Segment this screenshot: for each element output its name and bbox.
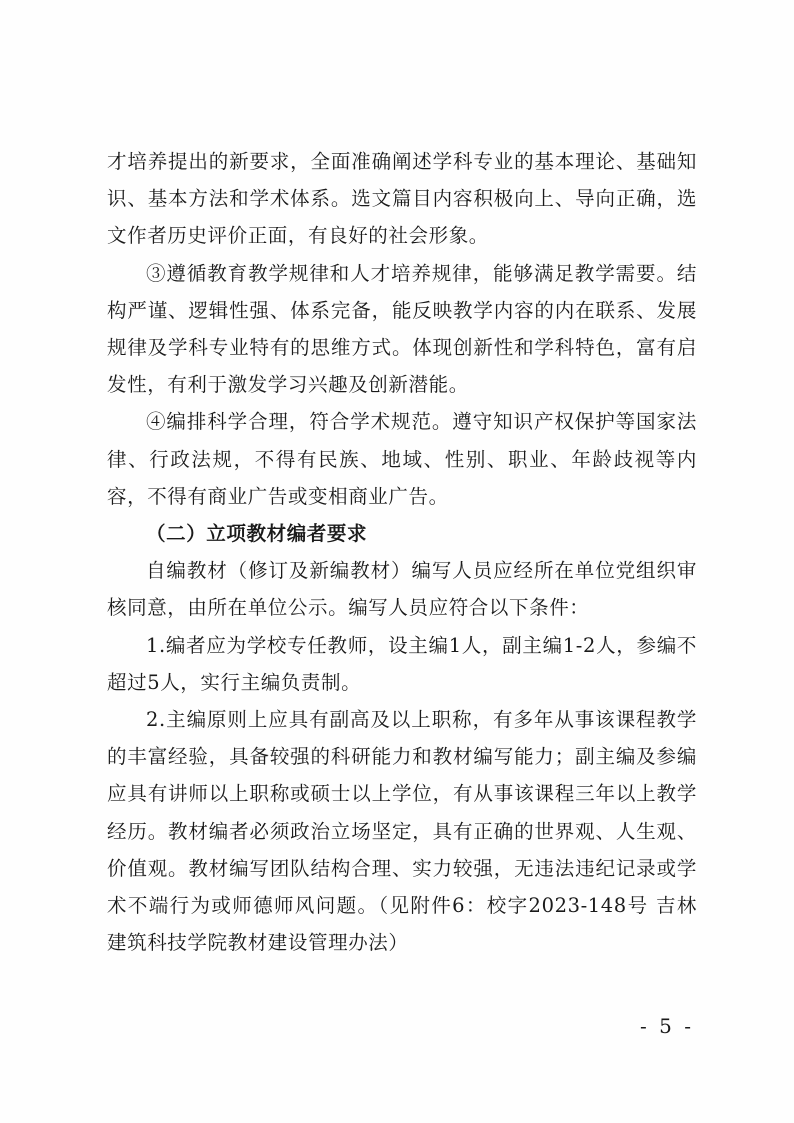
paragraph-intro: 自编教材（修订及新编教材）编写人员应经所在单位党组织审核同意，由所在单位公示。编写人员应符合以下条件： — [107, 559, 697, 620]
paragraph-condition-1: 1.编者应为学校专任教师，设主编1人，副主编1-2人，参编不超过5人，实行主编负责制。 — [107, 633, 697, 694]
page-number: - 5 - — [640, 1014, 694, 1038]
section-heading: （二）立项教材编者要求 — [146, 522, 368, 546]
paragraph-condition-2: 2.主编原则上应具有副高及以上职称，有多年从事该课程教学的丰富经验，具备较强的科研能力和教材编写能力；副主编及参编应具有讲师以上职称或硕士以上学位，有从事该课程三年以上教学经历。教材编者必须政治立场坚定，具有正确的世界观、人生观、价值观。教材编写团队结构合理、实力较强，无违法违纪记录或学术不端行为或师德师风问题。（见附件6：校字2023-148号 吉林建筑科技学院教材建设管理办法） — [107, 708, 697, 955]
paragraph-item-3: ③遵循教育教学规律和人才培养规律，能够满足教学需要。结构严谨、逻辑性强、体系完备，能反映教学内容的内在联系、发展规律及学科专业特有的思维方式。体现创新性和学科特色，富有启发性，有利于激发学习兴趣及创新潜能。 — [107, 261, 697, 397]
paragraph-item-4: ④编排科学合理，符合学术规范。遵守知识产权保护等国家法律、行政法规，不得有民族、地域、性别、职业、年龄歧视等内容，不得有商业广告或变相商业广告。 — [107, 410, 697, 508]
paragraph-continuation: 才培养提出的新要求，全面准确阐述学科专业的基本理论、基础知识、基本方法和学术体系。选文篇目内容积极向上、导向正确，选文作者历史评价正面，有良好的社会形象。 — [107, 150, 697, 248]
document-body — [107, 143, 697, 961]
